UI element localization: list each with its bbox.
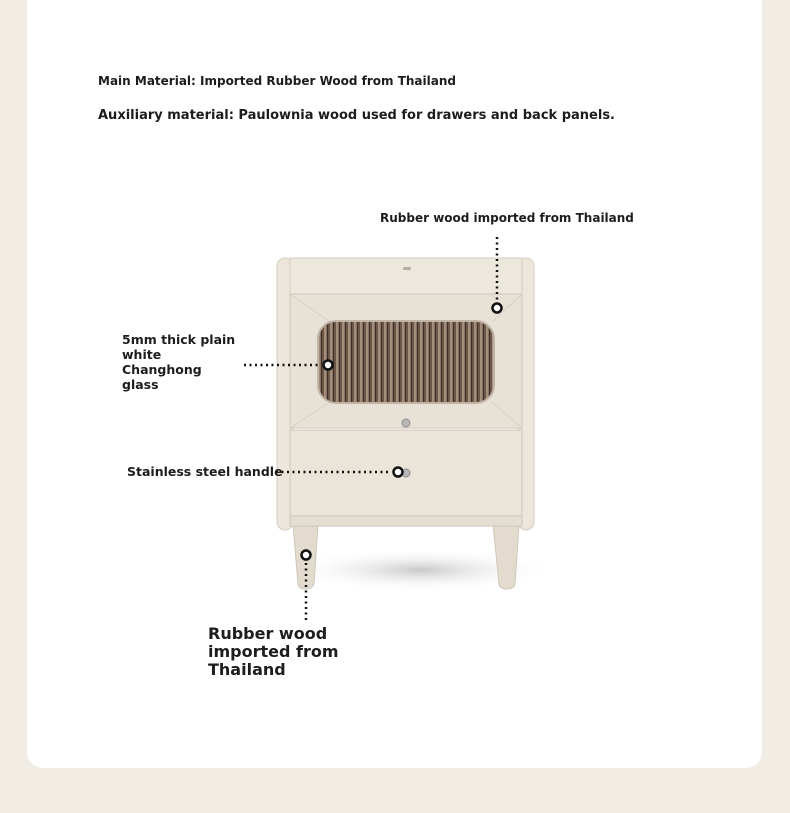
callout-marker-leg: [302, 551, 311, 560]
callout-leg-label: Rubber wood imported from Thailand: [208, 624, 339, 679]
auxiliary-material-text: Auxiliary material: Paulownia wood used for drawers and back panels.: [98, 108, 615, 123]
upper-handle: [402, 419, 410, 427]
main-material-text: Main Material: Imported Rubber Wood from Thailand: [98, 74, 456, 88]
callout-handle-label: Stainless steel handle: [127, 464, 283, 479]
callout-top-label: Rubber wood imported from Thailand: [380, 211, 634, 225]
callout-marker-top: [493, 304, 502, 313]
base-rail: [290, 516, 522, 526]
cabinet-top: [290, 258, 522, 294]
callout-marker-handle: [394, 468, 403, 477]
ribbed-glass-panel: [318, 321, 494, 403]
callout-glass-label: 5mm thick plain white Changhong glass: [122, 332, 236, 392]
callout-marker-glass: [324, 361, 333, 370]
